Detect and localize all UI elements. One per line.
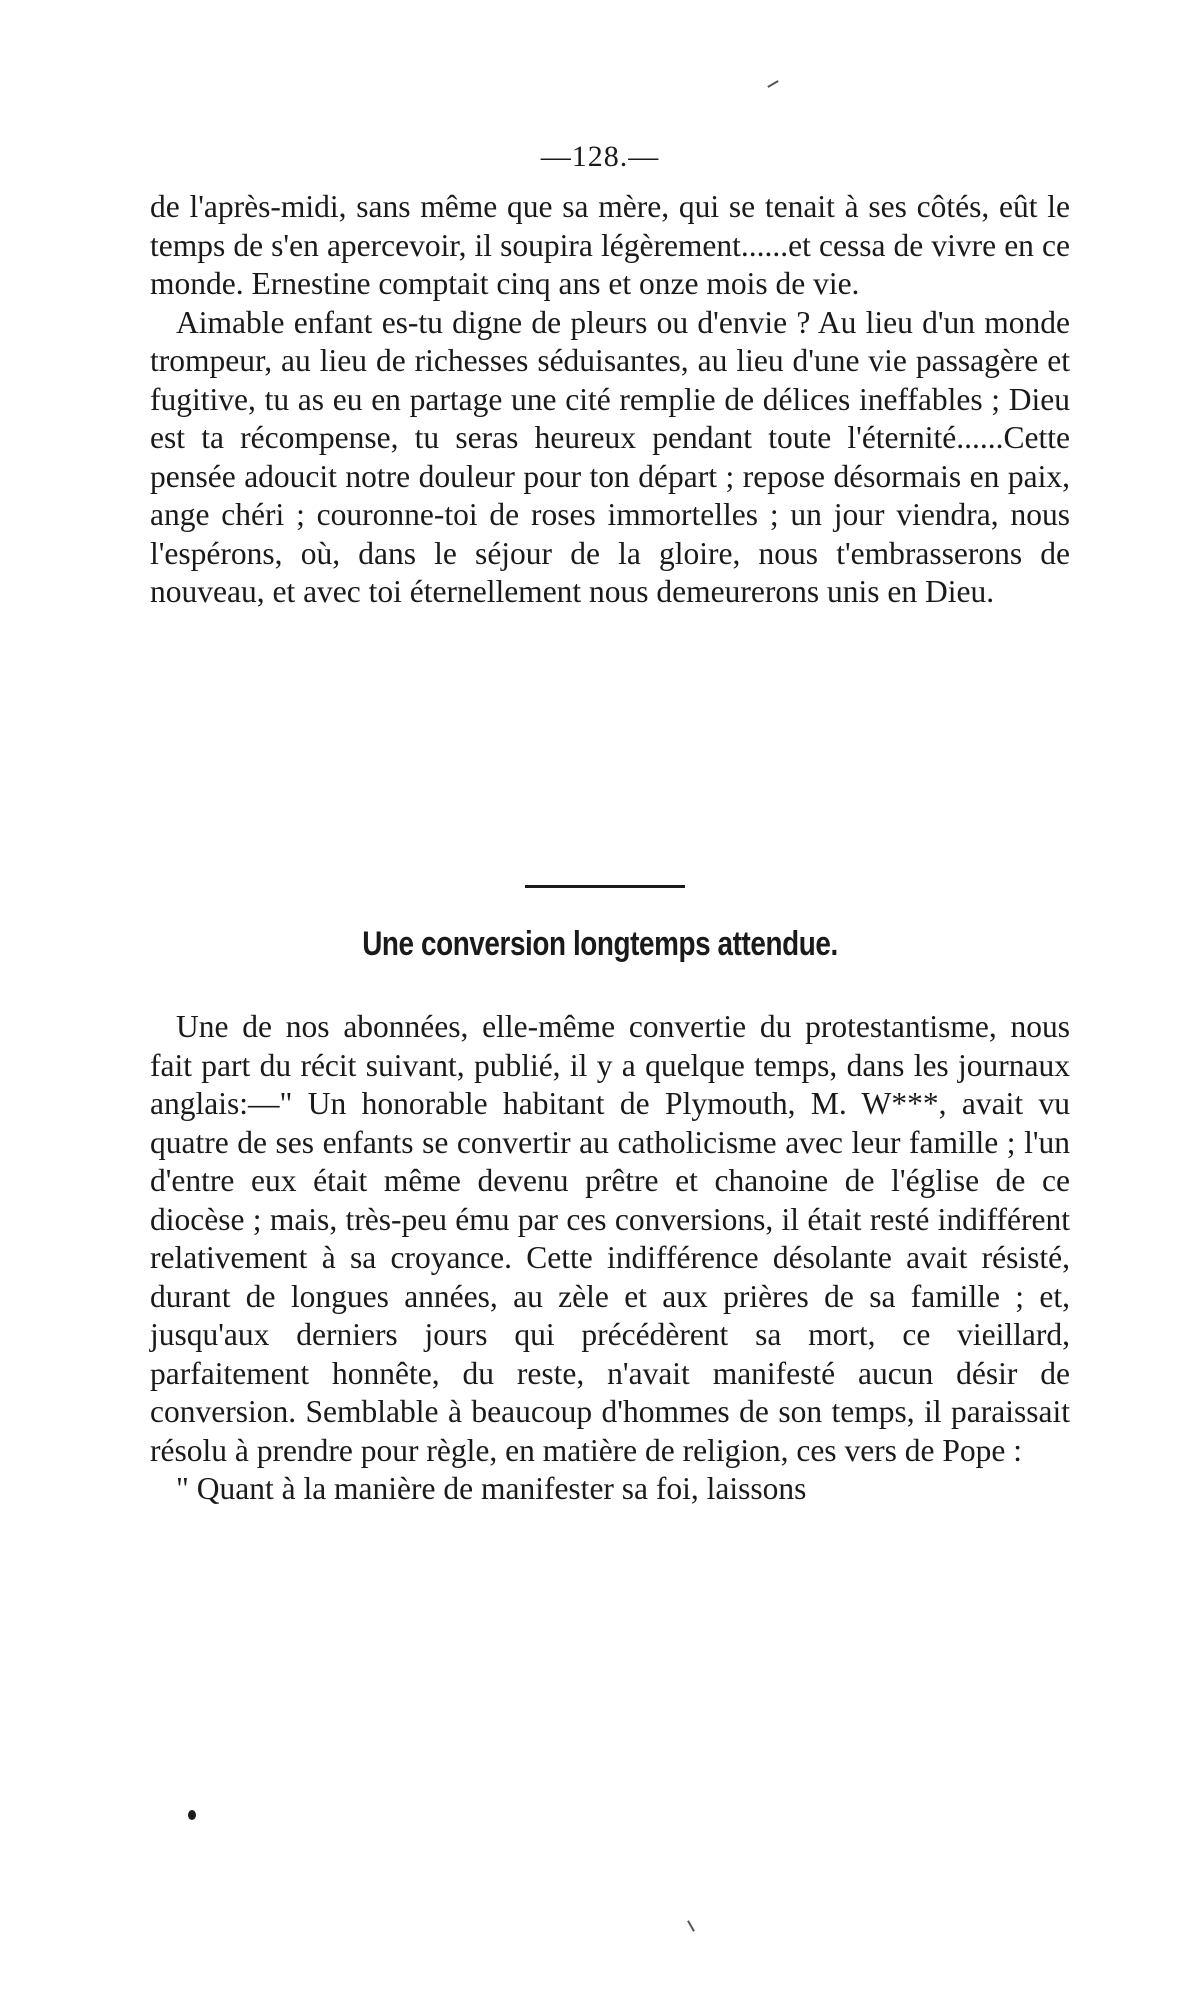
page-number: —128.— xyxy=(540,140,660,173)
text-block-top xyxy=(150,188,1070,612)
ink-mark xyxy=(687,1920,695,1931)
text-block-bottom xyxy=(150,1008,1070,1509)
ink-speck xyxy=(188,1810,196,1820)
section-title: Une conversion longtemps attendue. xyxy=(362,925,838,963)
paragraph: " Quant à la manière de manifester sa foi, laissons xyxy=(176,1471,807,1506)
section-divider xyxy=(525,885,685,888)
paragraph: Aimable enfant es-tu digne de pleurs ou d'envie ? Au lieu d'un monde trompeur, au lieu de richesses séduisantes, au lieu d'une vie passagère et fugitive, tu as eu en partage une cité remplie de délices ineffables ; Dieu est ta récompense, tu seras heureux pendant toute l'éternité......Cette pensée adoucit notre douleur pour ton départ ; repose désormais en paix, ange chéri ; couronne-toi de roses immortelles ; un jour viendra, nous l'espérons, où, dans le séjour de la gloire, nous t'embrasserons de nouveau, et avec toi éternellement nous demeurerons unis en Dieu. xyxy=(150,304,1070,609)
paragraph: Une de nos abonnées, elle-même convertie du protestantisme, nous fait part du récit suivant, publié, il y a quelque temps, dans les journaux anglais:—" Un honorable habitant de Plymouth, M. W***, avait vu quatre de ses enfants se convertir au catholicisme avec leur famille ; l'un d'entre eux était même devenu prêtre et chanoine de l'église de ce diocèse ; mais, très-peu ému par ces conversions, il était resté indifférent relativement à sa croyance. Cette indifférence désolante avait résisté, durant de longues années, au zèle et aux prières de sa famille ; et, jusqu'aux derniers jours qui précédèrent sa mort, ce vieillard, parfaitement honnête, du reste, n'avait manifesté aucun désir de conversion. Semblable à beaucoup d'hommes de son temps, il paraissait résolu à prendre pour règle, en matière de religion, ces vers de Pope : xyxy=(150,1009,1070,1468)
ink-mark xyxy=(767,80,778,88)
paragraph: de l'après-midi, sans même que sa mère, qui se tenait à ses côtés, eût le temps de s'en apercevoir, il soupira légèrement......et cessa de vivre en ce monde. Ernestine comptait cinq ans et onze mois de vie. xyxy=(150,189,1070,301)
